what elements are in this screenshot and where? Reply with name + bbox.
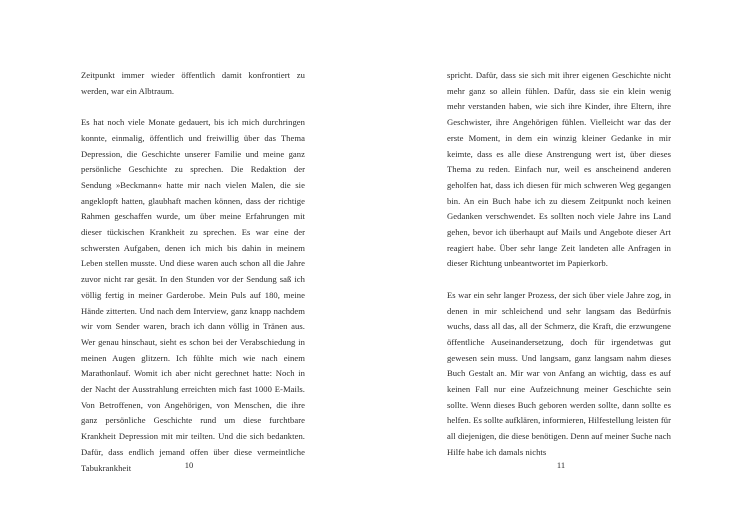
paragraph: spricht. Dafür, dass sie sich mit ihrer eigenen Geschichte nicht mehr ganz so allein fühlen. Dafür, dass sie ein klein wenig mehr verstanden haben, wie sich ihre Kinder, ihre Eltern, ihre Geschwister, ihre Angehörigen fühlen. Vielleicht war das der erste Moment, in dem ein winzig kleiner Gedanke in mir keimte, dass es alle diese Anstrengung wert ist, über dieses Thema zu reden. Einfach nur, weil es anscheinend anderen geholfen hat, dass ich diesen für mich schweren Weg gegangen bin. An ein Buch habe ich zu diesem Zeitpunkt noch keinen Gedanken verschwendet. Es sollten noch viele Jahre ins Land gehen, bevor ich überhaupt auf Mails und Angebote dieser Art reagiert habe. Über sehr lange Zeit landeten alle Anfragen in dieser Richtung unbeantwortet im Papierkorb. [447,70,671,269]
paragraph: Es war ein sehr langer Prozess, der sich über viele Jahre zog, in denen in mir schleichend und sehr langsam das Bedürfnis wuchs, dass all das, all der Schmerz, die Kraft, die erzwungene öffentliche Auseinandersetzung, doch für irgendetwas gut gewesen sein muss. Und langsam, ganz langsam nahm dieses Buch Gestalt an. Mir war von Anfang an wichtig, dass es auf keinen Fall nur eine Aufzeichnung meiner Geschichte sein sollte. Wenn dieses Buch geboren werden sollte, dann sollte es helfen. Es sollte aufklären, informieren, Hilfestellung leisten für all diejenigen, die diese benötigen. Denn auf meiner Suche nach Hilfe habe ich damals nichts [447,289,671,457]
right-page [375,0,750,530]
paragraph: Zeitpunkt immer wieder öffentlich damit konfrontiert zu werden, war ein Albtraum. [81,70,305,96]
left-page-text [81,68,305,476]
paragraph: Es hat noch viele Monate gedauert, bis ich mich durchringen konnte, einmalig, öffentlich und freiwillig über das Thema Depression, die Geschichte unserer Familie und meine ganz persönliche Geschichte zu sprechen. Die Redaktion der Sendung »Beckmann« hatte mir nach vielen Malen, die sie angeklopft hatten, glaubhaft machen können, dass der richtige Rahmen geschaffen wurde, um über meine Erfahrungen mit dieser tückischen Krankheit zu sprechen. Es war eine der schwersten Aufgaben, denen ich mich bis dahin in meinem Leben stellen musste. Und diese waren auch schon all die Jahre zuvor nicht rar gesät. In den Stunden vor der Sendung saß ich völlig fertig in meiner Garderobe. Mein Puls auf 180, meine Hände zitterten. Und nach dem Interview, ganz knapp nachdem wir vom Sender waren, brach ich dann völlig in Tränen aus. Wer genau hinschaut, sieht es schon bei der Verabschiedung in meinen Augen glitzern. Ich fühlte mich wie nach einem Marathonlauf. Womit ich aber nicht gerechnet hatte: Noch in der Nacht der Ausstrahlung erreichten mich fast 1000 E-Mails. Von Betroffenen, von Angehörigen, von Menschen, die ihre ganz persönliche Geschichte rund um diese furchtbare Krankheit Depression mit mir teilten. Und die sich bedankten. Dafür, dass endlich jemand offen über diese vermeintliche Tabukrankheit [81,117,305,473]
right-page-text [447,68,671,461]
page-number: 10 [184,460,194,470]
page-number: 11 [556,460,566,470]
